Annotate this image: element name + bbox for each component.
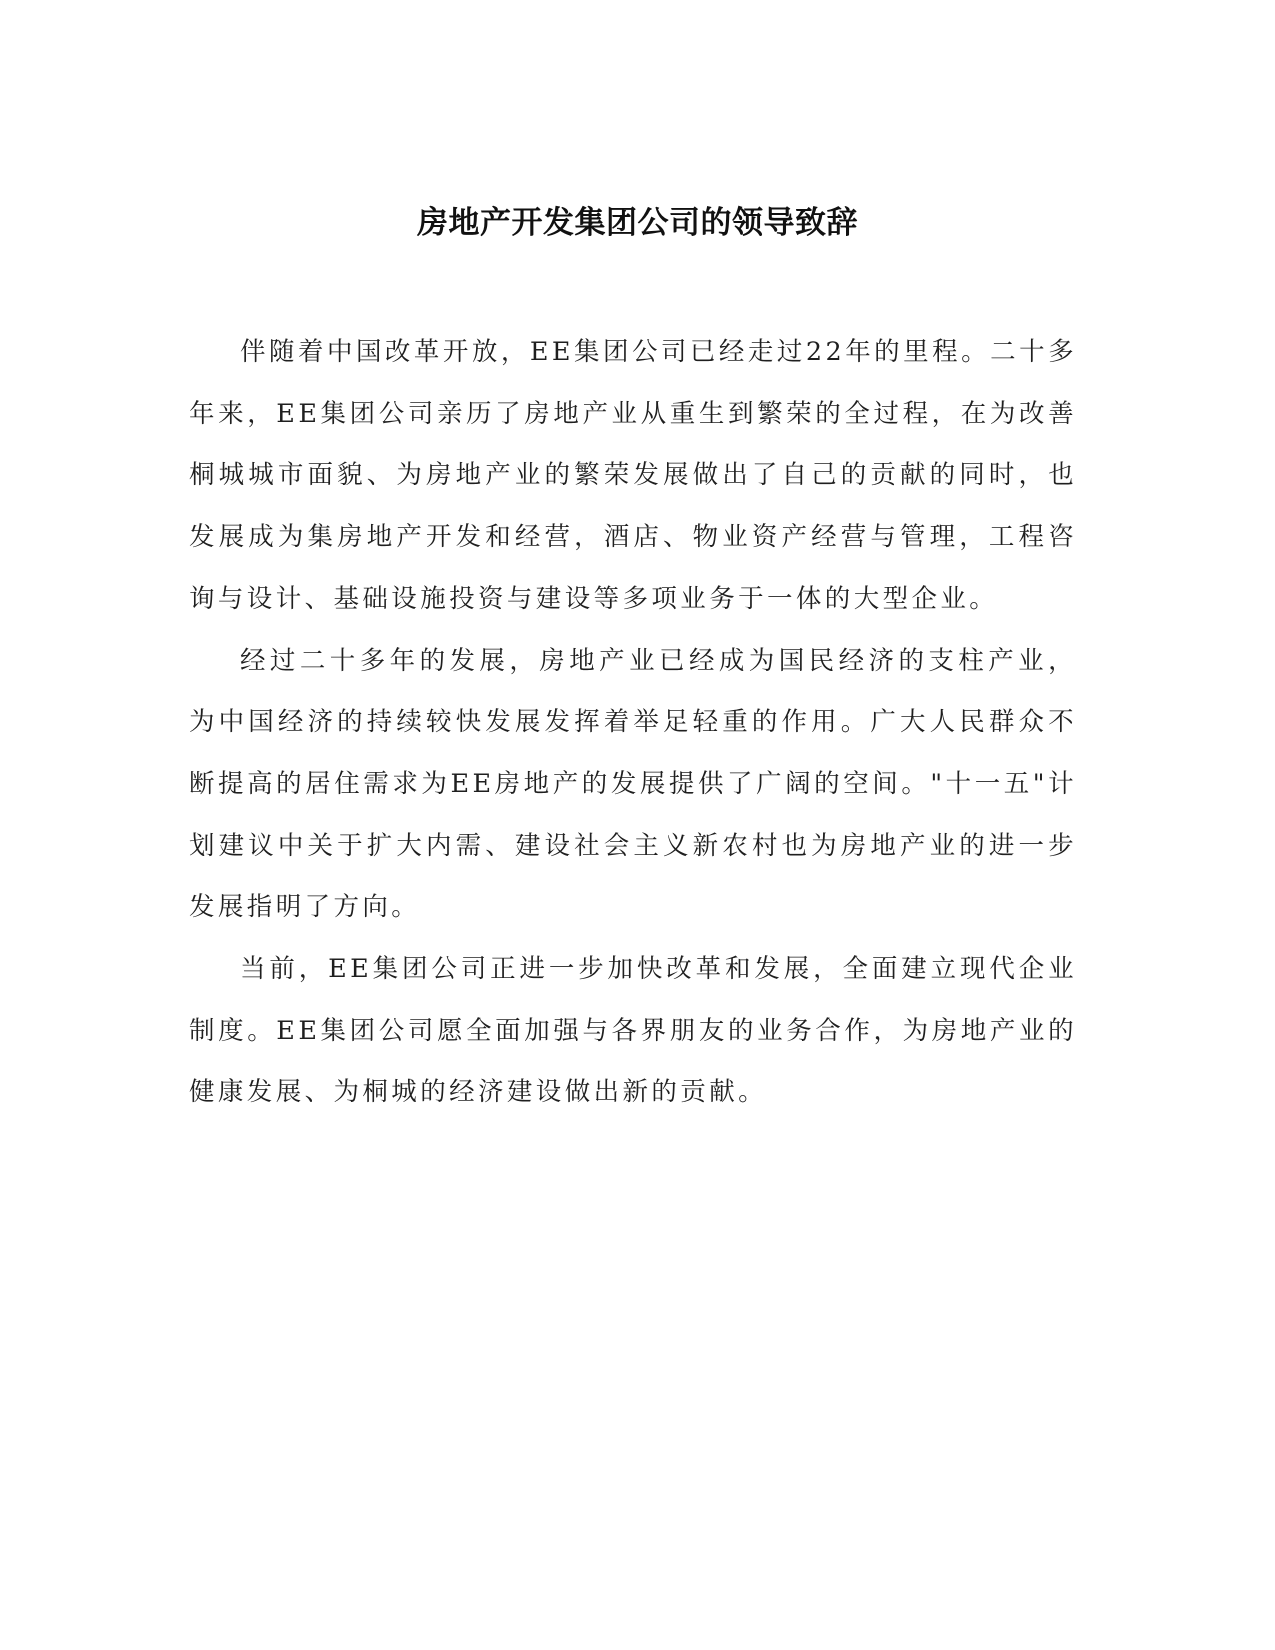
paragraph-1: 伴随着中国改革开放，EE集团公司已经走过22年的里程。二十多年来，EE集团公司亲历了房地产业从重生到繁荣的全过程，在为改善桐城城市面貌、为房地产业的繁荣发展做出了自己的贡献的同时，也发展成为集房地产开发和经营，酒店、物业资产经营与管理，工程咨询与设计、基础设施投资与建设等多项业务于一体的大型企业。 bbox=[189, 337, 1077, 614]
paragraph-3: 当前，EE集团公司正进一步加快改革和发展，全面建立现代企业制度。EE集团公司愿全面加强与各界朋友的业务合作，为房地产业的健康发展、为桐城的经济建设做出新的贡献。 bbox=[189, 954, 1077, 1108]
document-body bbox=[189, 322, 1077, 1124]
paragraph-2: 经过二十多年的发展，房地产业已经成为国民经济的支柱产业，为中国经济的持续较快发展发挥着举足轻重的作用。广大人民群众不断提高的居住需求为EE房地产的发展提供了广阔的空间。"十一五"计划建议中关于扩大内需、建设社会主义新农村也为房地产业的进一步发展指明了方向。 bbox=[189, 645, 1077, 923]
document-title: 房地产开发集团公司的领导致辞 bbox=[417, 205, 858, 241]
